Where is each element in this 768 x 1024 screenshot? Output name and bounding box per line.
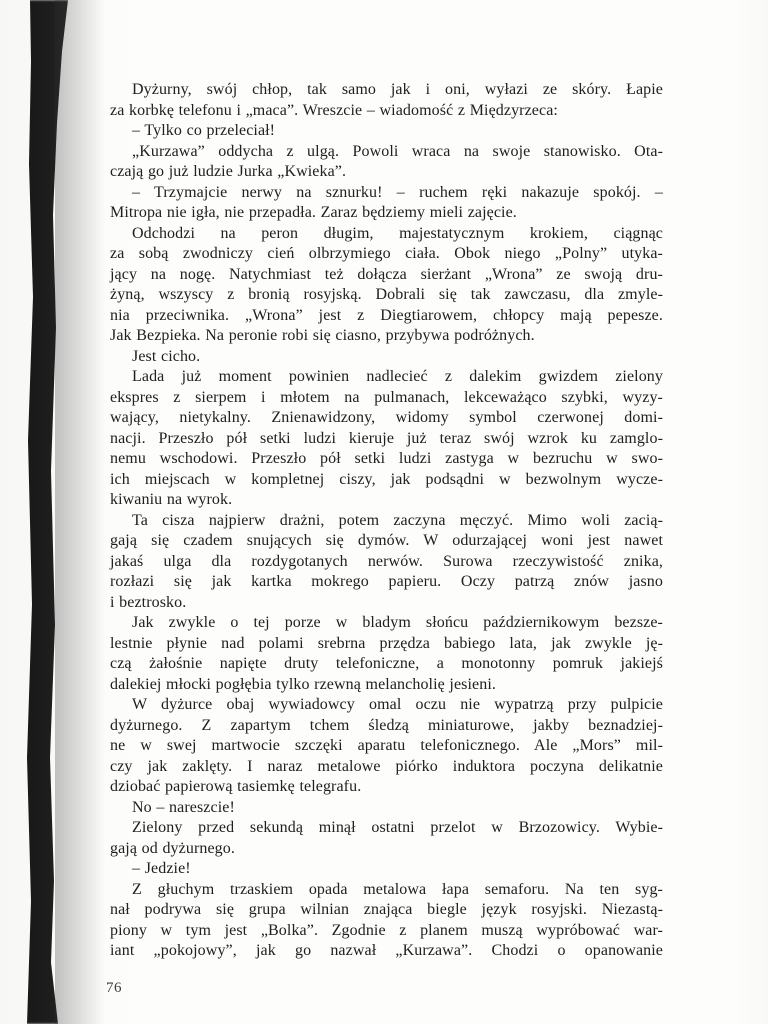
text-line: Ta cisza najpierw drażni, potem zaczyna męczyć. Mimo woli zacią- xyxy=(132,511,663,529)
text-line: czą żałośnie napięte druty telefoniczne, a monotonny pomruk jakiejś xyxy=(110,655,663,672)
text-line: Dyżurny, swój chłop, tak samo jak i oni, wyłazi ze skóry. Łapie xyxy=(132,81,663,98)
text-line: gają od dyżurnego. xyxy=(110,839,235,857)
text-line: W dyżurce obaj wywiadowcy omal oczu nie wypatrzą przy pulpicie xyxy=(132,696,663,713)
paragraph xyxy=(110,121,663,142)
text-line: jący na nogę. Natychmiast też dołącza sierżant „Wrona” ze swoją dru- xyxy=(110,265,663,283)
text-line: jakaś ulga dla rozdygotanych nerwów. Surowa rzeczywistość znika, xyxy=(110,552,663,570)
paragraph xyxy=(110,695,663,798)
paragraph xyxy=(110,367,663,511)
text-line: gają się czadem snujących się dymów. W odurzającej woni jest nawet xyxy=(110,532,663,549)
page-number: 76 xyxy=(106,980,122,996)
paragraph xyxy=(110,880,663,962)
text-line: Lada już moment powinien nadlecieć z dalekim gwizdem zielony xyxy=(132,368,663,385)
text-line: dyżurnego. Z zapartym tchem śledzą miniaturowe, jakby beznadziej- xyxy=(110,716,663,734)
text-line: kiwaniu na wyrok. xyxy=(110,491,233,508)
text-line: czają go już ludzie Jurka „Kwieka”. xyxy=(110,163,347,180)
text-line: Jak Bezpieka. Na peronie robi się ciasno, przybywa podróżnych. xyxy=(110,327,535,344)
text-line: Jak zwykle o tej porze w bladym słońcu październikowym bezsze- xyxy=(132,614,663,631)
text-line: dziobać papierową tasiemkę telegrafu. xyxy=(110,778,362,795)
paragraph xyxy=(110,142,663,183)
text-line: Zielony przed sekundą minął ostatni przelot w Brzozowicy. Wybie- xyxy=(132,819,663,836)
text-line: piony w tym jest „Bolka”. Zgodnie z planem muszą wypróbować war- xyxy=(110,921,663,939)
text-line: ekspres z sierpem i młotem na pulmanach, lekceważąco szybki, wyzy- xyxy=(110,388,663,406)
text-line: czy jak zaklęty. I naraz metalowe piórko induktora poczyna delikatnie xyxy=(110,757,663,775)
paragraph xyxy=(110,798,663,819)
paragraph xyxy=(110,224,663,347)
text-line: – Trzymajcie nerwy na sznurku! – ruchem ręki nakazuje spokój. – xyxy=(132,183,663,201)
text-line: i beztrosko. xyxy=(110,593,187,611)
text-line: No – nareszcie! xyxy=(132,798,235,816)
text-line: nacji. Przeszło pół setki ludzi kieruje już teraz swój wzrok ku zamglo- xyxy=(110,429,663,447)
text-line: Jest cicho. xyxy=(132,347,201,365)
text-line: Z głuchym trzaskiem opada metalowa łapa semaforu. Na ten syg- xyxy=(132,880,663,898)
paragraph xyxy=(110,511,663,614)
text-line: – Jedzie! xyxy=(132,860,191,877)
text-line: za korbkę telefonu i „maca”. Wreszcie – wiadomość z Międzyrzeca: xyxy=(110,101,558,119)
paragraph xyxy=(110,818,663,859)
paragraph xyxy=(110,859,663,880)
text-line: iant „pokojowy”, jak go nazwał „Kurzawa”. Chodzi o opanowanie xyxy=(110,942,663,959)
paragraph xyxy=(110,80,663,121)
text-line: ich miejscach w kompletnej ciszy, jak podsądni w bezwolnym wycze- xyxy=(110,470,663,488)
text-line: nia przeciwnika. „Wrona” jest z Diegtiarowem, chłopcy mają pepesze. xyxy=(110,306,663,324)
text-line: rozłazi się jak kartka mokrego papieru. Oczy patrzą znów jasno xyxy=(110,573,663,590)
text-line: nemu wschodowi. Przeszło pół setki ludzi zastyga w bezruchu w swo- xyxy=(110,450,663,467)
text-line: dalekiej młocki pogłębia tylko rzewną melancholię jesieni. xyxy=(110,675,497,693)
scan-gutter-shade xyxy=(55,0,105,1024)
text-line: Mitropa nie igła, nie przepadła. Zaraz będziemy mieli zajęcie. xyxy=(110,204,517,221)
scan-gutter-shadow xyxy=(0,0,90,1024)
page-text xyxy=(110,80,663,962)
text-line: za sobą zwodniczy cień olbrzymiego ciała. Obok niego „Polny” utyka- xyxy=(110,245,663,262)
text-line: lestnie płynie nad polami srebrna przędza babiego lata, jak zwykle ję- xyxy=(110,634,663,652)
text-line: „Kurzawa” oddycha z ulgą. Powoli wraca na swoje stanowisko. Ota- xyxy=(132,142,663,160)
text-line: żyną, wszyscy z bronią rosyjską. Dobrali się tak zawczasu, dla zmyle- xyxy=(110,286,663,303)
text-line: – Tylko co przeleciał! xyxy=(132,122,276,139)
text-line: nał podrywa się grupa wilnian znająca biegle język rosyjski. Niezastą- xyxy=(110,901,663,918)
paragraph xyxy=(110,183,663,224)
paragraph xyxy=(110,347,663,368)
text-line: Odchodzi na peron długim, majestatycznym krokiem, ciągnąc xyxy=(132,224,663,242)
text-line: wający, nietykalny. Znienawidzony, widomy symbol czerwonej domi- xyxy=(110,409,663,426)
text-line: ne w swej martwocie szczęki aparatu telefonicznego. Ale „Mors” mil- xyxy=(110,737,663,754)
paragraph xyxy=(110,613,663,695)
